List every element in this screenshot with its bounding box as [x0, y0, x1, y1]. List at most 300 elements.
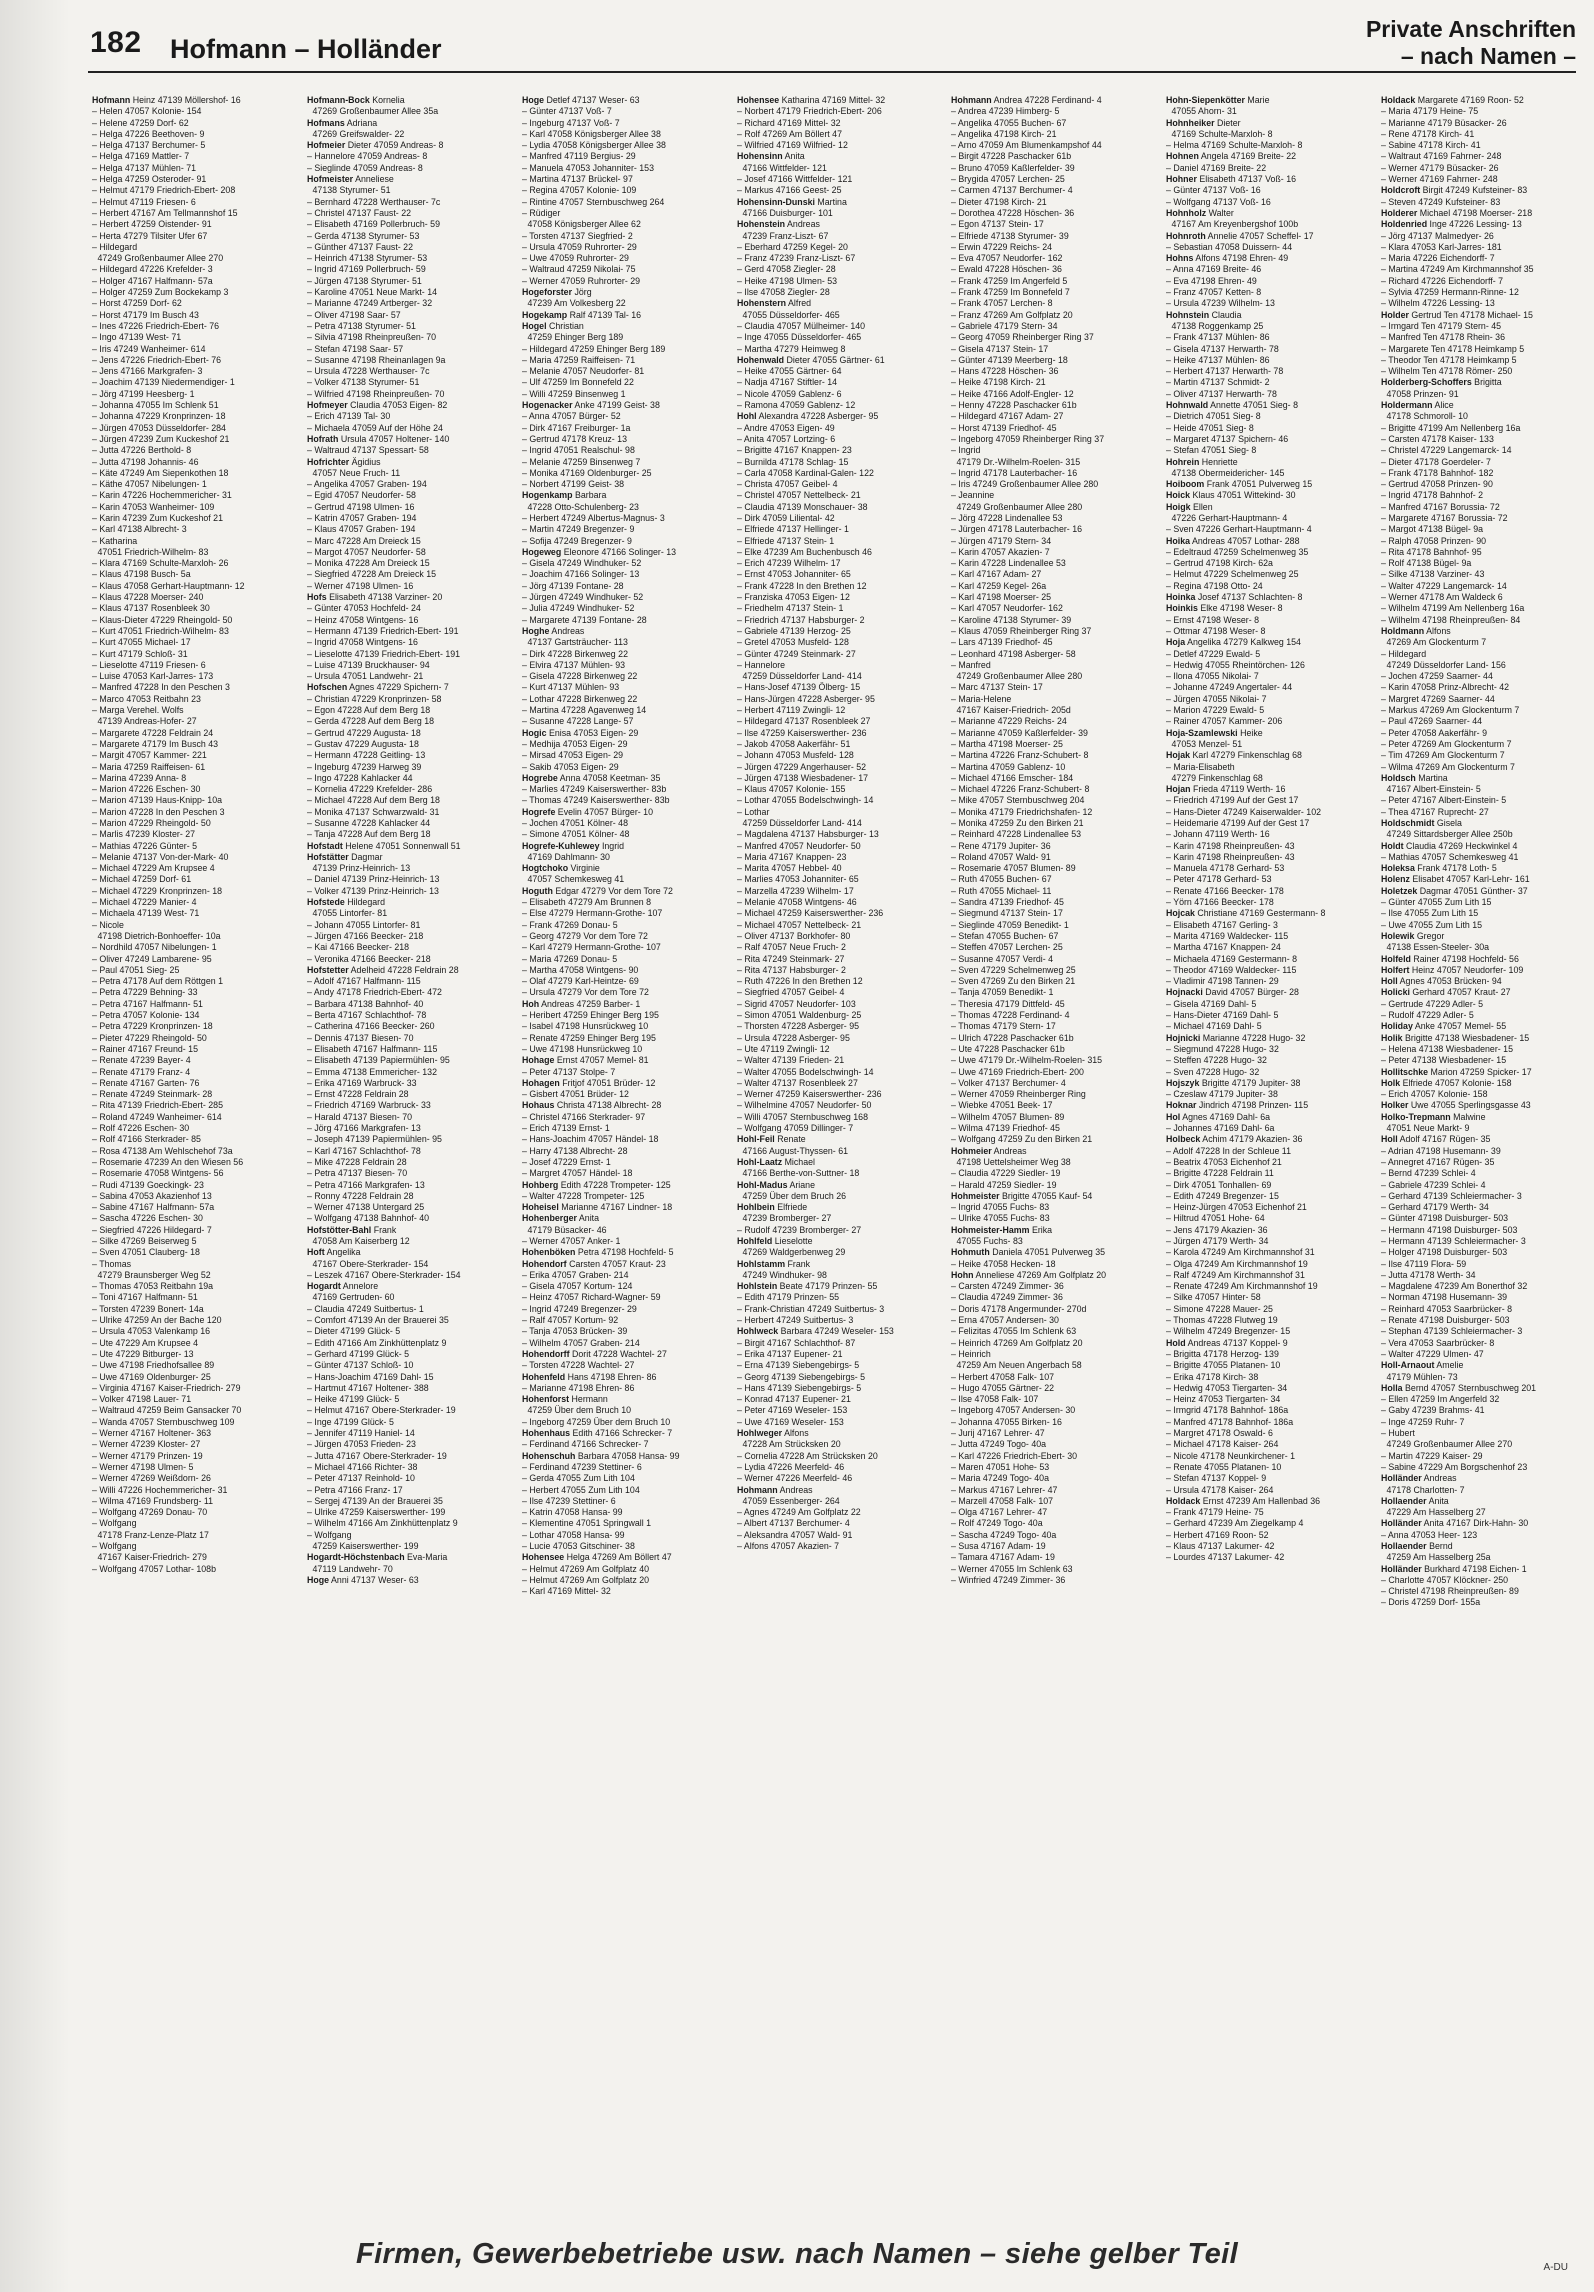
- listing-entry: – Martha 47198 Moerser- 25: [951, 738, 1064, 750]
- listing-entry: – Werner 47055 Im Schlenk 63: [951, 1563, 1073, 1575]
- listing-entry: – Jutta 47249 Togo- 40a: [951, 1439, 1047, 1451]
- section-title-line-2: – nach Namen –: [1400, 43, 1576, 69]
- listing-entry: 47055 Lintorfer- 81: [312, 908, 387, 920]
- listing-entry: – Hedwig 47055 Rheintörchen- 126: [1166, 659, 1306, 671]
- listing-entry: – Margarete 47167 Borussia- 72: [1381, 512, 1508, 524]
- surname: Hohenberger: [521, 1213, 577, 1225]
- listing-entry: 47057 Neue Fruch- 11: [312, 467, 401, 479]
- listing-entry: – Herbert 47169 Roon- 52: [1166, 1529, 1269, 1541]
- listing-entry: – Monika 47169 Oldenburger- 25: [521, 467, 652, 479]
- listing-entry: – Marlies 47249 Kaiserswerther- 83b: [521, 784, 666, 796]
- listing-entry: – Anna 47169 Breite- 46: [1166, 264, 1262, 276]
- listing-entry: – Agnes 47249 Am Golfplatz 22: [736, 1507, 861, 1519]
- listing-entry: – Ingeborg 47057 Andersen- 30: [951, 1405, 1076, 1417]
- listing-entry: – Gerd 47058 Ziegler- 28: [736, 264, 836, 276]
- listing-entry: – Erich 47239 Wilhelm- 17: [736, 558, 841, 570]
- listing-entry: 47178 Charlotten- 7: [1386, 1484, 1465, 1496]
- listing-entry: 47198 Uettelsheimer Weg 38: [956, 1156, 1072, 1168]
- surname: Hogrebe: [521, 772, 558, 784]
- listing-entry: – Ursula 47053 Valenkamp 16: [92, 1326, 211, 1338]
- listing-entry: – Werner 47269 Weißdorn- 26: [92, 1473, 211, 1485]
- listing-entry: 47167 Obere-Sterkrader- 154: [312, 1258, 429, 1270]
- listing-entry: – Jutta 47198 Johannis- 46: [92, 456, 199, 468]
- surname: Holicki: [1381, 987, 1411, 999]
- listing-entry: – Marion 47229 Rheingold- 50: [92, 818, 211, 829]
- listing-entry: Hoguth Edgar 47279 Vor dem Tore 72: [521, 885, 673, 897]
- listing-entry: – Ralf 47057 Kortum- 92: [521, 1315, 618, 1327]
- listing-entry: 47138 Roggenkamp 25: [1171, 320, 1264, 332]
- listing-entry: – Claudia 47249 Zimmer- 36: [951, 1292, 1064, 1304]
- listing-entry: – Uwe 47055 Zum Lith 15: [1381, 919, 1483, 931]
- listing-entry: – Horst 47259 Dorf- 62: [92, 298, 182, 310]
- listing-entry: 47239 Am Volkesberg 22: [527, 298, 626, 310]
- listing-entry: – Kurt 47055 Michael- 17: [92, 637, 191, 649]
- listing-entry: – Werner 47059 Rheinberger Ring: [951, 1089, 1087, 1101]
- listing-entry: – Lothar 47058 Hansa- 99: [521, 1529, 625, 1541]
- listing-entry: – Frank 47178 Bahnhof- 182: [1381, 467, 1494, 479]
- surname: Hofmeier: [306, 140, 346, 152]
- listing-entry: 47239 Franz-Liszt- 67: [742, 230, 828, 242]
- listing-entry: – Ursula 47228 Werthauser- 7c: [306, 366, 430, 378]
- listing-entry: – Friedrich 47137 Habsburger- 2: [736, 614, 865, 626]
- listing-entry: – Michael 47229 Am Krupsee 4: [92, 863, 215, 875]
- listing-entry: – Gertrude 47229 Adler- 5: [1381, 998, 1484, 1010]
- listing-entry: – Günter 47055 Zum Lith 15: [1381, 897, 1492, 909]
- listing-entry: – Theodor Ten 47178 Heimkamp 5: [1381, 354, 1517, 366]
- listing-entry: – Uwe 47059 Ruhrorter- 29: [521, 253, 629, 265]
- listing-entry: – Dirk 47167 Freiburger- 1a: [521, 422, 631, 434]
- listing-entry: Hohensee Helga 47269 Am Böllert 47: [521, 1552, 672, 1564]
- listing-entry: – Wiebke 47051 Beek- 17: [951, 1100, 1053, 1112]
- listing-entry: Holländer Burkhard 47198 Eichen- 1: [1381, 1563, 1527, 1575]
- listing-entry: – Rainer 47167 Freund- 15: [92, 1043, 198, 1055]
- listing-entry: – Johannes 47169 Dahl- 6a: [1166, 1123, 1275, 1135]
- listing-entry: – Dirk 47051 Tonhallen- 69: [1166, 1179, 1272, 1191]
- listing-entry: – Hildegard 47137 Rosenbleek 27: [736, 716, 871, 728]
- listing-entry: – Frank 47057 Lerchen- 8: [951, 298, 1053, 310]
- listing-entry: – Ferdinand 47166 Schrecker- 7: [521, 1439, 649, 1451]
- listing-entry: Hohl Alexandra 47228 Asberger- 95: [736, 411, 878, 423]
- listing-entry: – Melanie 47058 Wintgens- 46: [736, 897, 857, 909]
- listing-entry: – Klaus 47059 Rheinberger Ring 37: [951, 625, 1092, 637]
- surname: Hojnicki: [1166, 1032, 1201, 1044]
- listing-entry: – Marita 47169 Waldecker- 115: [1166, 930, 1289, 942]
- listing-entry: – Hans-Dieter 47169 Dahl- 5: [1166, 1010, 1279, 1022]
- listing-entry: – Günter 47139 Meerberg- 18: [951, 354, 1069, 366]
- listing-entry: – Martina 47228 Agavenweg 14: [521, 705, 646, 717]
- surname: Hohmuth: [951, 1247, 991, 1259]
- listing-entry: – Rosa 47138 Am Wehlschehof 73a: [92, 1145, 233, 1157]
- listing-entry: – Ilse 47119 Flora- 59: [1381, 1258, 1467, 1270]
- listing-entry: – Adrian 47198 Husemann- 39: [1381, 1145, 1501, 1157]
- listing-entry: – Rolf 47138 Bügel- 9a: [1381, 558, 1472, 570]
- listing-entry: Hofrath Ursula 47057 Holtener- 140: [306, 433, 450, 445]
- listing-entry: – Wilfried 47198 Rheinpreußen- 70: [306, 388, 445, 400]
- listing-entry: – Klementine 47051 Springwall 1: [521, 1518, 651, 1530]
- listing-entry: – Sven 47228 Hugo- 32: [1166, 1066, 1260, 1078]
- surname: Hofmann: [92, 95, 131, 106]
- listing-entry: – Luise 47053 Karl-Jarres- 173: [92, 671, 214, 683]
- listing-entry: – Vladimir 47198 Tannen- 29: [1166, 976, 1279, 988]
- listing-entry: – Carmen 47137 Berchumer- 4: [951, 185, 1074, 197]
- listing-entry: – Anna 47057 Bürger- 52: [521, 411, 621, 423]
- listing-entry: – Michael 47057 Nettelbeck- 21: [736, 919, 861, 931]
- surname: Hojan: [1166, 784, 1191, 796]
- listing-entry: 47249 Düsseldorfer Land- 156: [1386, 659, 1506, 671]
- listing-entry: – Wolfgang 47137 Voß- 16: [1166, 196, 1272, 208]
- listing-entry: Hoknar Jindrich 47198 Prinzen- 115: [1166, 1100, 1309, 1112]
- listing-entry: Hohlfeld Lieselotte: [736, 1235, 813, 1247]
- surname: Holker: [1381, 1100, 1409, 1112]
- listing-column-3: [522, 95, 722, 2225]
- listing-entry: – Kurt 47179 Schloß- 31: [92, 648, 188, 660]
- listing-entry: – Dieter 47198 Kirch- 21: [951, 196, 1048, 208]
- listing-entry: Holdenried Inge 47226 Lessing- 13: [1381, 219, 1522, 231]
- surname: Hofstetter: [306, 964, 349, 976]
- listing-entry: – Johanna 47055 Birken- 16: [951, 1416, 1063, 1428]
- listing-entry: – Maria-Helene: [951, 693, 1012, 705]
- listing-entry: – Ernst 47198 Weser- 8: [1166, 614, 1260, 626]
- listing-entry: – Egon 47137 Stein- 17: [951, 219, 1045, 231]
- listing-entry: – Katharina: [92, 535, 138, 547]
- listing-entry: – Gerhard 47199 Glück- 5: [306, 1348, 409, 1360]
- listing-entry: – Michael 47169 Dahl- 5: [1166, 1021, 1262, 1033]
- listing-entry: Hofstätter Dagmar: [306, 851, 383, 863]
- listing-entry: – Georg 47279 Vor dem Tore 72: [521, 930, 648, 942]
- listing-entry: Holdack Margarete 47169 Roon- 52: [1381, 95, 1524, 106]
- listing-entry: – Karin 47053 Wanheimer- 109: [92, 501, 215, 513]
- listing-entry: – Gustav 47229 Augusta- 18: [306, 738, 419, 750]
- listing-entry: – Jens 47179 Akazien- 36: [1166, 1224, 1268, 1236]
- surname: Hohenhaus: [521, 1428, 570, 1440]
- surname: Holenz: [1381, 874, 1411, 886]
- listing-entry: – Iris 47249 Großenbaumer Allee 280: [951, 479, 1099, 491]
- listing-entry: Hogrefe Evelin 47057 Bürger- 10: [521, 806, 653, 818]
- listing-entry: – Birgit 47167 Schlachthof- 87: [736, 1337, 855, 1349]
- listing-entry: – Elvira 47137 Mühlen- 93: [521, 659, 625, 671]
- surname: Holder: [1381, 309, 1410, 321]
- surname: Hohrein: [1166, 456, 1200, 468]
- listing-entry: – Thomas 47053 Reitbahn 19a: [92, 1281, 214, 1293]
- surname: Holfeld: [1381, 953, 1412, 965]
- listing-entry: – Lucie 47053 Gitschiner- 38: [521, 1541, 635, 1552]
- listing-entry: Hojcak Christiane 47169 Gestermann- 8: [1166, 908, 1326, 920]
- listing-entry: – Jörg 47139 Fontane- 28: [521, 580, 624, 592]
- listing-entry: – Wolfgang 47269 Donau- 70: [92, 1507, 208, 1519]
- listing-entry: 47178 Franz-Lenze-Platz 17: [97, 1529, 209, 1541]
- surname: Hoknar: [1166, 1100, 1197, 1112]
- surname: Hoinka: [1166, 592, 1196, 604]
- listing-entry: Hohlbein Elfriede: [736, 1202, 807, 1214]
- listing-entry: – Werner 47057 Anker- 1: [521, 1235, 621, 1247]
- listing-entry: – Martina 47249 Am Kirchmannshof 35: [1381, 264, 1534, 276]
- listing-entry: – Daniel 47169 Breite- 22: [1166, 162, 1267, 174]
- listing-entry: – Michaela 47139 West- 71: [92, 908, 200, 920]
- listing-entry: – Stephan 47139 Schleiermacher- 3: [1381, 1326, 1523, 1338]
- listing-entry: – Volker 47139 Prinz-Heinrich- 13: [306, 885, 439, 897]
- surname: Hold: [1166, 1337, 1186, 1349]
- listing-entry: – Ewald 47228 Höschen- 36: [951, 264, 1063, 276]
- listing-entry: – Gisela 47169 Dahl- 5: [1166, 998, 1257, 1010]
- listing-entry: Hofstötter-Bahl Frank: [306, 1224, 397, 1236]
- listing-entry: – Horst 47139 Friedhof- 45: [951, 422, 1057, 434]
- listing-entry: – Egid 47057 Neudorfer- 58: [306, 490, 416, 502]
- listing-entry: 47228 Otto-Schulenberg- 23: [527, 501, 639, 513]
- listing-entry: – Catherina 47166 Beecker- 260: [306, 1021, 435, 1033]
- listing-entry: Holk Elfriede 47057 Kolonie- 158: [1381, 1077, 1512, 1089]
- listing-entry: – Magdalena 47137 Habsburger- 13: [736, 829, 879, 841]
- listing-entry: – Sofija 47249 Bregenzer- 9: [521, 535, 632, 547]
- listing-entry: Hogel Christian: [521, 320, 584, 332]
- listing-entry: – Gretel 47053 Musfeld- 128: [736, 637, 849, 649]
- listing-entry: – Angelika 47057 Graben- 194: [306, 479, 427, 491]
- listing-entry: Hohn-Siepenkötter Marie: [1166, 95, 1270, 106]
- listing-entry: – Herbert 47249 Albertus-Magnus- 3: [521, 512, 665, 524]
- listing-entry: – Leszek 47167 Obere-Sterkrader- 154: [306, 1269, 461, 1281]
- surname: Hollitschke: [1381, 1066, 1429, 1078]
- listing-entry: – Henny 47228 Paschacker 61b: [951, 400, 1078, 412]
- listing-column-6: [1166, 95, 1366, 2225]
- listing-entry: 47055 Düsseldorfer- 465: [742, 309, 840, 321]
- listing-entry: Hohensee Katharina 47169 Mittel- 32: [736, 95, 885, 106]
- surname: Holk: [1381, 1077, 1401, 1089]
- listing-entry: – Iris 47249 Wanheimer- 614: [92, 343, 206, 355]
- listing-entry: – Lieselotte 47119 Friesen- 6: [92, 659, 206, 671]
- listing-entry: Hohensinn-Dunski Martina: [736, 196, 847, 208]
- listing-entry: – Gertrud 47198 Ulmen- 16: [306, 501, 415, 513]
- listing-entry: – Elisabeth 47167 Halfmann- 115: [306, 1043, 438, 1055]
- listing-entry: – Frank 47137 Mühlen- 86: [1166, 332, 1270, 344]
- listing-entry: – Michaela 47169 Gestermann- 8: [1166, 953, 1298, 965]
- listing-entry: – Peter 47137 Reinhold- 10: [306, 1473, 415, 1485]
- surname: Holländer: [1381, 1518, 1422, 1530]
- surname: Hoh: [521, 998, 539, 1010]
- listing-entry: – Rita 47139 Friedrich-Ebert- 285: [92, 1100, 223, 1112]
- listing-entry: – Klara 47053 Karl-Jarres- 181: [1381, 241, 1502, 253]
- listing-entry: – Marianne 47198 Ehren- 86: [521, 1382, 635, 1394]
- listing-entry: – Olaf 47279 Karl-Heintze- 69: [521, 976, 639, 988]
- listing-entry: – Sabine 47229 Am Borgschenhof 23: [1381, 1461, 1528, 1473]
- listing-entry: 47249 Sittardsberger Allee 250b: [1386, 829, 1513, 841]
- listing-entry: – Mike 47057 Sternbuschweg 204: [951, 795, 1085, 807]
- listing-entry: – Sabine 47178 Kirch- 41: [1381, 140, 1481, 152]
- listing-entry: – Lydia 47226 Meerfeld- 46: [736, 1461, 844, 1473]
- listing-entry: – Frank 47179 Heine- 75: [1166, 1507, 1264, 1519]
- listing-entry: – Thomas: [92, 1258, 132, 1270]
- listing-entry: – Roland 47249 Wanheimer- 614: [92, 1111, 222, 1123]
- listing-entry: – Rita 47178 Bahnhof- 95: [1381, 546, 1482, 558]
- listing-entry: – Jochen 47259 Saarner- 44: [1381, 671, 1494, 683]
- listing-entry: – Waltraud 47137 Spessart- 58: [306, 445, 429, 457]
- section-title: [1366, 16, 1576, 70]
- listing-entry: – Angelika 47198 Kirch- 21: [951, 128, 1057, 140]
- listing-entry: – Hildegard: [1381, 648, 1427, 660]
- surname: Holdsch: [1381, 772, 1416, 784]
- surname: Hoja: [1166, 637, 1186, 649]
- listing-entry: – Jutta 47226 Berthold- 8: [92, 445, 192, 457]
- listing-entry: 47055 Ahorn- 31: [1171, 106, 1238, 118]
- surname: Hohendorf: [521, 1258, 567, 1270]
- page-header: [0, 0, 1594, 78]
- listing-entry: Hohagen Fritjof 47051 Brüder- 12: [521, 1077, 656, 1089]
- listing-entry: – Elisabeth 47169 Pollerbruch- 59: [306, 219, 440, 231]
- listing-entry: – Ingrid 47051 Realschul- 98: [521, 445, 635, 457]
- surname: Hohl-Laatz: [736, 1156, 782, 1168]
- listing-entry: – Arno 47059 Am Blumenkampshof 44: [951, 140, 1103, 152]
- listing-entry: – Christa 47057 Geibel- 4: [736, 479, 838, 491]
- listing-entry: Holder Gertrud Ten 47178 Michael- 15: [1381, 309, 1534, 321]
- listing-entry: – Nicole 47059 Gablenz- 6: [736, 388, 842, 400]
- listing-entry: Hofstetter Adelheid 47228 Feldrain 28: [306, 964, 459, 976]
- listing-entry: Holik Brigitte 47138 Wiesbadener- 15: [1381, 1032, 1530, 1044]
- listing-entry: – Wilhelm Ten 47178 Römer- 250: [1381, 366, 1513, 378]
- listing-entry: – Rudolf 47239 Bromberger- 27: [736, 1224, 861, 1236]
- listing-entry: – Karl 47058 Königsberger Allee 38: [521, 128, 661, 140]
- listing-entry: Holfert Heinz 47057 Neudorfer- 109: [1381, 964, 1524, 976]
- listing-entry: – Dennis 47137 Biesen- 70: [306, 1032, 414, 1044]
- listing-entry: – Manfred Ten 47178 Rhein- 36: [1381, 332, 1506, 344]
- listing-entry: Holl-Arnaout Amelie: [1381, 1360, 1464, 1372]
- listing-entry: – Theodor 47169 Waldecker- 115: [1166, 964, 1297, 976]
- listing-entry: – Walter 47055 Bodelschwingh- 14: [736, 1066, 874, 1078]
- listing-entry: – Else 47279 Hermann-Grothe- 107: [521, 908, 663, 920]
- listing-entry: Hogrebe Anna 47058 Keetman- 35: [521, 772, 661, 784]
- listing-entry: – Oliver 47198 Saar- 57: [306, 309, 401, 321]
- listing-entry: – Manuela 47053 Johanniter- 153: [521, 162, 654, 174]
- listing-entry: – Ulrike 47259 An der Bache 120: [92, 1315, 222, 1327]
- listing-entry: – Uwe 47169 Friedrich-Ebert- 200: [951, 1066, 1085, 1078]
- listing-entry: – Ingeburg 47239 Harweg 39: [306, 761, 422, 773]
- listing-entry: – Renate 47249 Steinmark- 28: [92, 1089, 213, 1101]
- listing-entry: – Nicole 47178 Neunkirchener- 1: [1166, 1450, 1296, 1462]
- listing-entry: Hohnstein Claudia: [1166, 309, 1242, 321]
- listing-entry: – Lars 47139 Friedhof- 45: [951, 637, 1053, 649]
- listing-entry: – Klaus-Dieter 47229 Rheingold- 50: [92, 614, 233, 626]
- surname: Holländer: [1381, 1473, 1422, 1485]
- listing-entry: – Ursula 47178 Kaiser- 264: [1166, 1484, 1274, 1496]
- listing-entry: – Gaby 47239 Brahms- 41: [1381, 1405, 1485, 1417]
- listing-entry: – Johanne 47249 Angertaler- 44: [1166, 682, 1293, 694]
- listing-entry: – Helene 47259 Dorf- 62: [92, 117, 189, 129]
- listing-entry: – Ingrid 47249 Bregenzer- 29: [521, 1303, 637, 1315]
- listing-entry: – Franz 47239 Franz-Liszt- 67: [736, 253, 855, 265]
- listing-entry: – Michael 47228 Auf dem Berg 18: [306, 795, 440, 807]
- listing-entry: – Gerhard 47179 Werth- 34: [1381, 1202, 1489, 1214]
- listing-entry: – Steffen 47057 Lerchen- 25: [951, 942, 1064, 954]
- listing-entry: – Karl 47198 Moerser- 25: [951, 592, 1052, 604]
- listing-entry: 47259 Am Hasselberg 25a: [1386, 1552, 1491, 1564]
- listing-entry: – Maria 47259 Raiffeisen- 61: [92, 761, 206, 773]
- listing-entry: – Rüdiger: [521, 207, 560, 219]
- listing-entry: – Klaus 47057 Kolonie- 155: [736, 784, 846, 796]
- listing-entry: – Michael 47226 Franz-Schubert- 8: [951, 784, 1090, 796]
- listing-entry: – Tamara 47167 Adam- 19: [951, 1552, 1056, 1564]
- listing-entry: – Ingo 47228 Kahlacker 44: [306, 772, 413, 784]
- listing-entry: – Kai 47166 Beecker- 218: [306, 942, 409, 954]
- listing-entry: – Rosemarie 47239 An den Wiesen 56: [92, 1156, 244, 1168]
- listing-entry: – Monika 47228 Am Dreieck 15: [306, 558, 430, 570]
- listing-entry: – Petra 47138 Styrumer- 51: [306, 320, 416, 332]
- listing-entry: Holla Bernd 47057 Sternbuschweg 201: [1381, 1382, 1537, 1394]
- listing-entry: – Gertrud 47229 Augusta- 18: [306, 727, 421, 739]
- listing-entry: – Ingeburg 47137 Voß- 7: [521, 117, 620, 129]
- listing-entry: – Melanie 47137 Von-der-Mark- 40: [92, 851, 229, 863]
- listing-entry: Hojnacki David 47057 Bürger- 28: [1166, 987, 1300, 999]
- listing-entry: 47167 Am Kreyenbergshof 100b: [1171, 219, 1299, 231]
- listing-entry: – Volker 47137 Berchumer- 4: [951, 1077, 1067, 1089]
- listing-entry: – Thomas 47228 Flutweg 19: [1166, 1315, 1278, 1327]
- listing-entry: – Margot 47138 Bügel- 9a: [1381, 524, 1484, 536]
- listing-entry: – Susa 47167 Adam- 19: [951, 1541, 1047, 1552]
- listing-entry: – Helmut 47179 Friedrich-Ebert- 208: [92, 185, 236, 197]
- listing-entry: – Marianne 47059 Kaßlerfelder- 39: [951, 727, 1089, 739]
- listing-entry: – Hans 47228 Höschen- 36: [951, 366, 1059, 378]
- listing-entry: 47055 Fuchs- 83: [956, 1235, 1024, 1247]
- listing-entry: – Andrea 47239 Himberg- 5: [951, 106, 1060, 118]
- surname: Hogrefe-Kuhlewey: [521, 840, 600, 852]
- listing-entry: Hoh Andreas 47259 Barber- 1: [521, 998, 640, 1010]
- listing-entry: – Karin 47198 Rheinpreußen- 43: [1166, 851, 1295, 863]
- listing-entry: – Dirk 47228 Birkenweg 22: [521, 648, 628, 660]
- listing-entry: – Jens 47166 Markgrafen- 3: [92, 366, 203, 378]
- listing-entry: Holderer Michael 47198 Moerser- 218: [1381, 207, 1533, 219]
- listing-entry: Hojan Frieda 47119 Werth- 16: [1166, 784, 1286, 796]
- listing-entry: – Sascha 47249 Togo- 40a: [951, 1529, 1057, 1541]
- listing-entry: – Elfriede 47137 Stein- 1: [736, 535, 834, 547]
- listing-entry: – Elisabeth 47167 Gerling- 3: [1166, 919, 1279, 931]
- listing-entry: – Margot 47057 Neudorfer- 58: [306, 546, 426, 558]
- listing-entry: Holker Uwe 47055 Sperlingsgasse 43: [1381, 1100, 1531, 1112]
- listing-entry: – Luise 47139 Bruckhauser- 94: [306, 659, 430, 671]
- listing-entry: – Eberhard 47259 Kegel- 20: [736, 241, 848, 253]
- listing-entry: – Christel 47198 Rheinpreußen- 89: [1381, 1586, 1520, 1598]
- listing-entry: – Heike 47058 Hecken- 18: [951, 1258, 1056, 1270]
- listing-entry: – Siegfried 47226 Hildegard- 7: [92, 1224, 212, 1236]
- listing-entry: – Felizitas 47055 Im Schlenk 63: [951, 1326, 1077, 1338]
- surname: Holewik: [1381, 930, 1415, 942]
- surname: Hohlweger: [736, 1428, 782, 1440]
- listing-entry: – Werner 47059 Ruhrorter- 29: [521, 275, 640, 287]
- listing-entry: Hogenacker Anke 47199 Geist- 38: [521, 400, 660, 412]
- listing-entry: – Erika 47178 Kirch- 38: [1166, 1371, 1259, 1383]
- listing-entry: – Margarete 47179 Im Busch 43: [92, 738, 219, 750]
- surname: Holko-Trepmann: [1381, 1111, 1451, 1123]
- listing-entry: – Tanja 47059 Benedikt- 1: [951, 987, 1054, 999]
- listing-entry: – Norbert 47199 Geist- 38: [521, 479, 624, 491]
- listing-entry: – Rudi 47139 Goeckingk- 23: [92, 1179, 204, 1191]
- listing-entry: – Klaus 47228 Moerser- 240: [92, 592, 204, 604]
- listing-entry: – Josef 47229 Ernst- 1: [521, 1156, 611, 1168]
- listing-entry: Hohnholz Walter: [1166, 207, 1235, 219]
- listing-entry: – Werner 47179 Prinzen- 19: [92, 1450, 203, 1462]
- listing-entry: Holetzek Dagmar 47051 Günther- 37: [1381, 885, 1528, 897]
- listing-entry: – Ursula 47051 Landwehr- 21: [306, 671, 424, 683]
- listing-entry: – Karola 47249 Am Kirchmannshof 31: [1166, 1247, 1315, 1259]
- listing-entry: – Sergej 47139 An der Brauerei 35: [306, 1495, 443, 1507]
- listing-entry: – Hartmut 47167 Holtener- 388: [306, 1382, 429, 1394]
- listing-entry: – Uwe 47169 Weseler- 153: [736, 1416, 844, 1428]
- surname: Holderer: [1381, 207, 1418, 219]
- listing-entry: – Helmut 47119 Friesen- 6: [92, 196, 196, 208]
- listing-entry: Hogardt-Höchstenbach Eva-Maria: [306, 1552, 448, 1564]
- listing-entry: – Brigitte 47055 Platanen- 10: [1166, 1360, 1281, 1372]
- listing-entry: – Jutta 47178 Werth- 34: [1381, 1269, 1476, 1281]
- listing-entry: – Hans-Joachim 47169 Dahl- 15: [306, 1371, 434, 1383]
- surname: Holla: [1381, 1382, 1403, 1394]
- listing-entry: – Jürgen 47179 Stern- 34: [951, 535, 1052, 547]
- listing-entry: Hoja Angelika 47279 Kalkweg 154: [1166, 637, 1302, 649]
- listing-entry: Holdschmidt Gisela: [1381, 818, 1463, 829]
